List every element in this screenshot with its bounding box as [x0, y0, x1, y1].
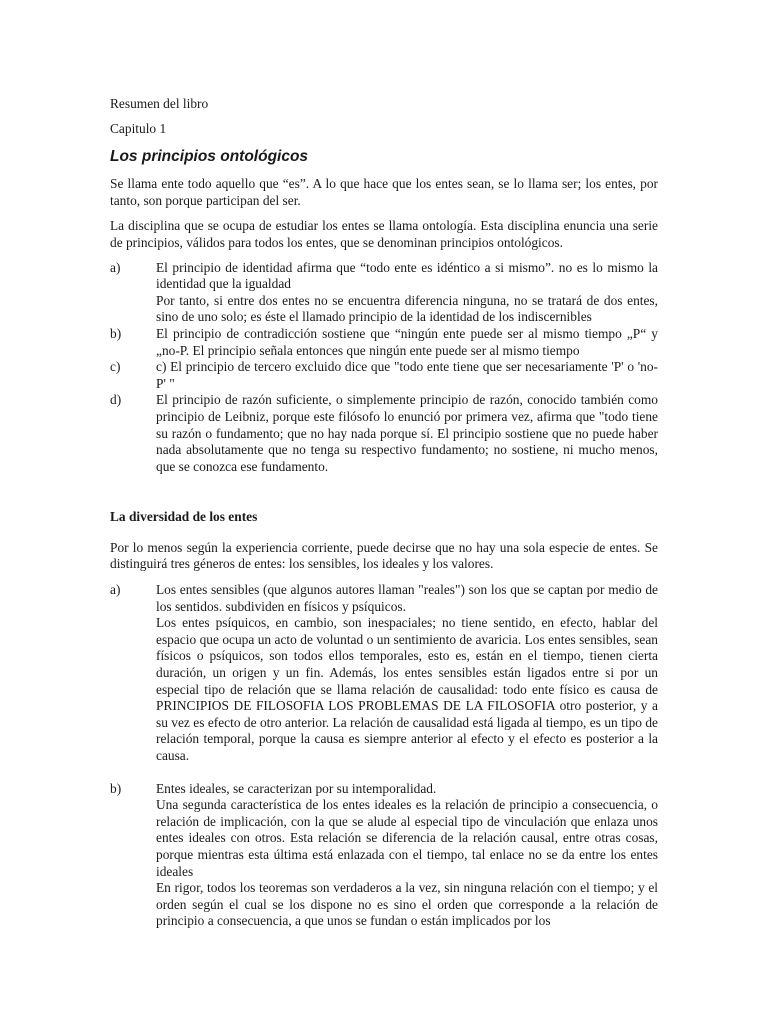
principle-text: El principio de identidad afirma que “todo ente es idéntico a si mismo”. no es lo mismo la identidad que la igualdad	[156, 259, 658, 292]
principle-item-contradiction	[110, 326, 658, 359]
list-marker: c)	[110, 359, 121, 375]
principle-text: c) El principio de tercero excluido dice que "todo ente tiene que ser necesariamente 'P' o 'no-P' "	[156, 359, 658, 391]
list-marker: b)	[110, 780, 122, 796]
item-text: Los entes psíquicos, en cambio, son inespaciales; no tiene sentido, en efecto, hablar del espacio que ocupa un acto de voluntad o un sentimiento de avaricia. Los entes sensibles, sean físicos o psíquicos, son todos ellos temporales, esto es, están en el tiempo, tienen cierta duración, un origen y un fin. Además, los entes sensibles están ligados entre si por un especial tipo de relación que se llama relación de causalidad: todo ente físico es causa de PRINCIPIOS DE FILOSOFIA LOS PROBLEMAS DE LA FILOSOFIA otro posterior, y a su vez es efecto de otro anterior. La relación de causalidad está ligada al tiempo, es un tipo de relación temporal, porque la causa es siempre anterior al efecto y el efecto es posterior a la causa.	[156, 615, 658, 763]
principle-text: Por tanto, si entre dos entes no se encuentra diferencia ninguna, no se tratará de dos entes, sino de uno solo; es éste el llamado principio de la identidad de los indiscernibles	[156, 292, 658, 325]
principle-text: El principio de contradicción sostiene que “ningún ente puede ser al mismo tiempo „P“ y „no-P. El principio señala entonces que ningún ente puede ser al mismo tiempo	[156, 325, 658, 358]
item-text: Una segunda característica de los entes ideales es la relación de principio a consecuencia, o relación de implicación, con la que se alude al especial tipo de vinculación que enlaza unos entes ideales con otros. Esta relación se diferencia de la relación causal, entre otras cosas, porque mientras esta última está enlazada con el tiempo, tal enlace no se da entre los entes ideales	[156, 797, 658, 879]
list-marker: a)	[110, 582, 121, 598]
principle-item-identity	[110, 260, 658, 326]
principle-text: El principio de razón suficiente, o simplemente principio de razón, conocido también como principio de Leibniz, porque este filósofo lo enunció por primera vez, afirma que "todo tiene su razón o fundamento; que no hay nada porque sí. El principio sostiene que no puede haber nada absolutamente que no tenga su respectivo fundamento; no sostiene, ni mucho menos, que se conozca ese fundamento.	[156, 392, 658, 474]
chapter-title: Los principios ontológicos	[110, 148, 309, 166]
section-title: La diversidad de los entes	[110, 509, 258, 525]
chapter-number: Capitulo 1	[110, 120, 167, 136]
item-text: En rigor, todos los teoremas son verdaderos a la vez, sin ninguna relación con el tiempo; y el orden según el cual se los dispone no es sino el orden que corresponde a la relación de principio a consecuencia, a que unos se fundan o están implicados por los	[156, 880, 658, 929]
list-marker: b)	[110, 325, 122, 341]
list-marker: a)	[110, 259, 121, 275]
entes-item-ideales	[110, 781, 658, 930]
document-page	[110, 86, 658, 930]
entes-item-sensibles	[110, 582, 658, 765]
principles-list	[110, 260, 658, 476]
intro-paragraph-2: La disciplina que se ocupa de estudiar los entes se llama ontología. Esta disciplina enuncia una serie de principios, válidos para todos los entes, que se denominan principios ontológicos.	[110, 218, 658, 250]
list-marker: d)	[110, 392, 122, 408]
principle-item-sufficient-reason	[110, 392, 658, 475]
entes-list	[110, 582, 658, 930]
section-intro: Por lo menos según la experiencia corriente, puede decirse que no hay una sola especie de entes. Se distinguirá tres géneros de entes: los sensibles, los ideales y los valores.	[110, 539, 658, 572]
item-text: Entes ideales, se caracterizan por su intemporalidad.	[156, 780, 437, 796]
principle-item-excluded-middle	[110, 359, 658, 392]
doc-title: Resumen del libro	[110, 96, 209, 111]
item-text: Los entes sensibles (que algunos autores llaman "reales") son los que se captan por medio de los sentidos. subdividen en físicos y psíquicos.	[156, 582, 658, 614]
intro-paragraph-1: Se llama ente todo aquello que “es”. A lo que hace que los entes sean, se lo llama ser; los entes, por tanto, son porque participan del ser.	[110, 176, 658, 208]
